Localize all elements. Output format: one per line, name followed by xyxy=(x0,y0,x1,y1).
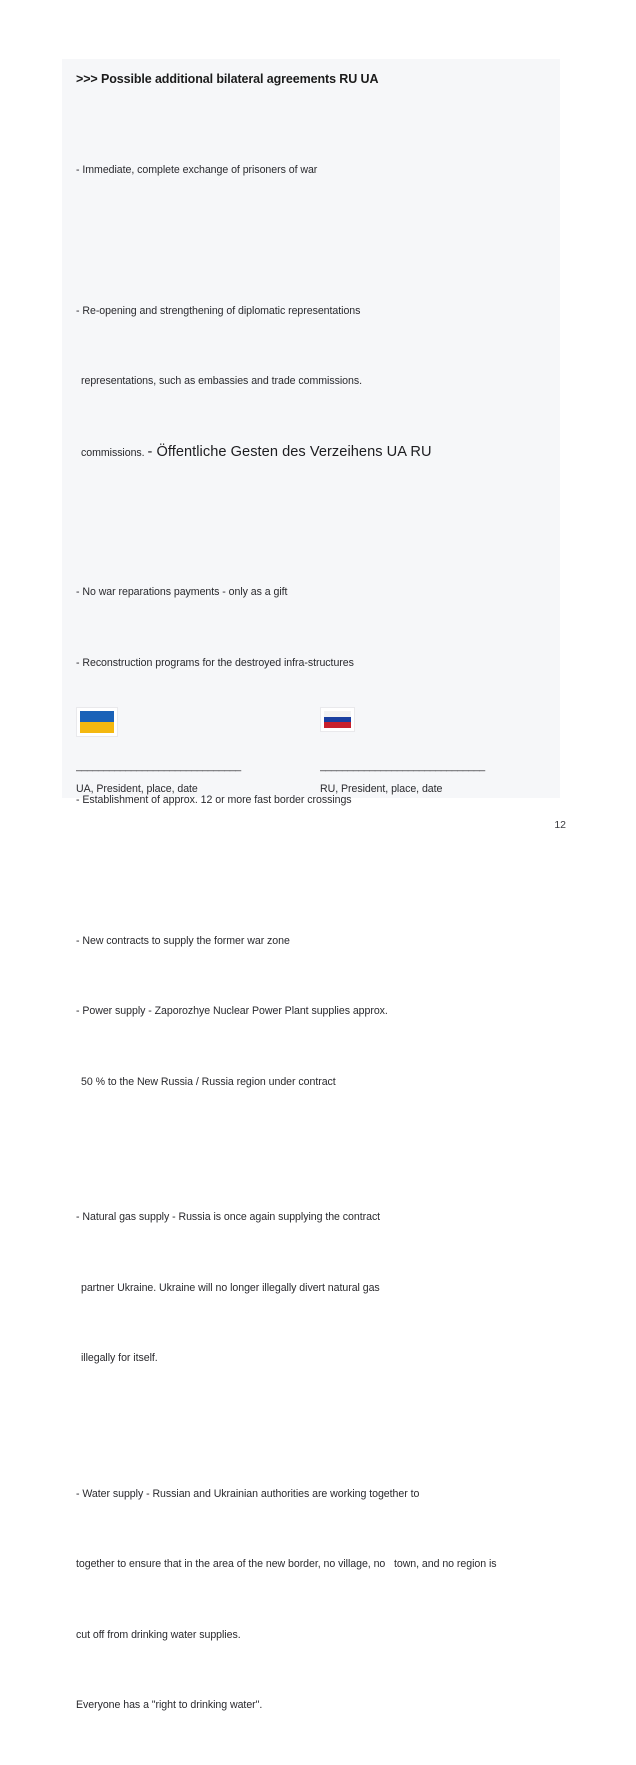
text-line: - Reconstruction programs for the destroyed infra-structures xyxy=(76,656,354,669)
paragraph-water-supply xyxy=(76,1436,556,1765)
text-line: - Immediate, complete exchange of prisoners of war xyxy=(76,164,318,176)
text-fragment-small: commissions. xyxy=(81,446,148,459)
paragraph-power-supply xyxy=(76,883,556,1142)
text-line: cut off from drinking water supplies. xyxy=(76,1628,241,1641)
text-line: - New contracts to supply the former war zone xyxy=(76,934,290,947)
signature-caption-ukraine: UA, President, place, date xyxy=(76,783,198,795)
signature-rule-russia: ______________________________ xyxy=(320,760,485,772)
text-line: - No war reparations payments - only as a gift xyxy=(76,586,288,598)
text-line: representations, such as embassies and trade commissions. xyxy=(81,375,362,387)
ukraine-flag-card xyxy=(76,707,118,737)
spacer xyxy=(76,512,556,534)
signature-caption-russia: RU, President, place, date xyxy=(320,783,443,795)
text-line: Everyone has a "right to drinking water". xyxy=(76,1699,263,1711)
text-line: - Establishment of approx. 12 or more fast border crossings xyxy=(76,794,352,806)
page-number: 12 xyxy=(554,819,566,831)
russia-flag-card xyxy=(320,707,355,732)
paragraph-diplomatic-representations xyxy=(76,253,556,513)
text-line: partner Ukraine. Ukraine will no longer illegally divert natural gas xyxy=(81,1281,380,1294)
flag-band-red xyxy=(324,722,351,728)
text-line: - Power supply - Zaporozhye Nuclear Power Plant supplies approx. xyxy=(76,1005,388,1017)
text-line: - Natural gas supply - Russia is once again supplying the contract xyxy=(76,1211,381,1223)
document-page xyxy=(62,59,560,1711)
signature-rule-ukraine: ______________________________ xyxy=(76,760,241,772)
spacer xyxy=(76,86,556,112)
page-title: >>> Possible additional bilateral agreements RU UA xyxy=(76,72,379,86)
text-fragment-large: - Öffentliche Gesten des Verzeihens UA RU xyxy=(147,443,432,460)
spacer xyxy=(76,1141,556,1159)
spacer xyxy=(320,733,520,760)
paragraph-reparations-reconstruction xyxy=(76,534,556,722)
flag-band-yellow xyxy=(80,722,114,733)
text-line: 50 % to the New Russia / Russia region under contract xyxy=(81,1075,336,1088)
paragraph-natural-gas-supply xyxy=(76,1159,556,1418)
text-line: - Water supply - Russian and Ukrainian authorities are working together to xyxy=(76,1487,420,1500)
signature-column-ukraine xyxy=(76,707,276,795)
spacer xyxy=(76,738,276,760)
flag-band-blue xyxy=(80,711,114,722)
text-line: together to ensure that in the area of the new border, no village, no town, and no region is xyxy=(76,1558,497,1570)
ukraine-flag-icon xyxy=(80,711,114,733)
spacer xyxy=(76,230,556,253)
document-body xyxy=(76,59,556,1765)
text-line: - Re-opening and strengthening of diplomatic representations xyxy=(76,304,361,317)
russia-flag-icon xyxy=(324,711,351,728)
paragraph-prisoners xyxy=(76,112,556,230)
text-line: illegally for itself. xyxy=(81,1352,158,1364)
signature-column-russia xyxy=(320,707,520,795)
spacer xyxy=(76,860,556,883)
spacer xyxy=(76,1418,556,1436)
text-line-mixed-fonts xyxy=(76,441,556,466)
